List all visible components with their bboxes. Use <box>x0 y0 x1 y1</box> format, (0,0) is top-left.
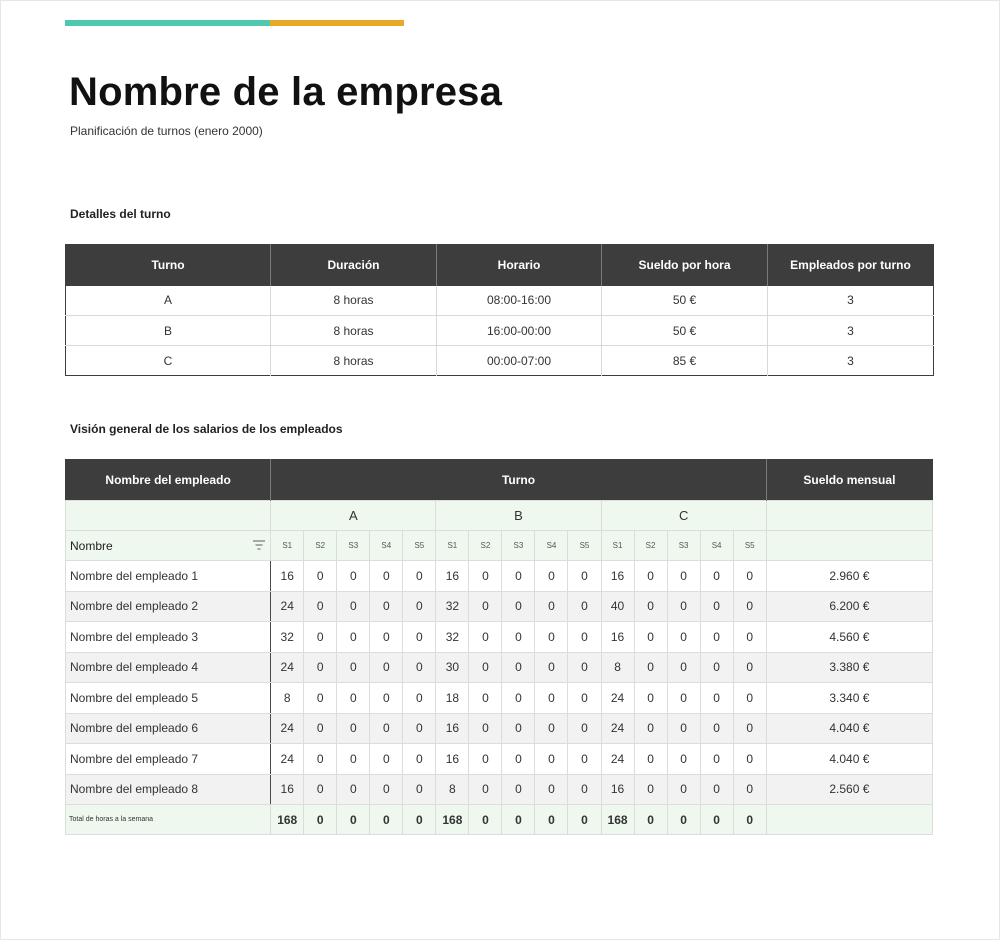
accent-bar-teal <box>65 20 270 26</box>
hours-cell[interactable]: 0 <box>535 744 568 775</box>
hours-cell[interactable]: 0 <box>403 774 436 805</box>
employee-name-header[interactable]: Nombre del empleado <box>66 460 271 501</box>
shift-group-row <box>66 501 933 531</box>
week-header-row <box>66 531 933 561</box>
table-cell[interactable]: 85 € <box>602 346 768 376</box>
table-cell[interactable]: 08:00-16:00 <box>437 286 602 316</box>
hours-cell[interactable]: 0 <box>502 652 535 683</box>
week-header: S4 <box>700 531 733 561</box>
column-header[interactable]: Empleados por turno <box>768 245 934 286</box>
hours-cell[interactable]: 0 <box>469 713 502 744</box>
week-header: S3 <box>667 531 700 561</box>
week-header: S5 <box>568 531 601 561</box>
column-header[interactable]: Horario <box>437 245 602 286</box>
hours-cell[interactable]: 16 <box>271 774 304 805</box>
hours-cell[interactable]: 0 <box>535 774 568 805</box>
hours-cell[interactable]: 32 <box>271 622 304 653</box>
hours-cell[interactable]: 0 <box>304 622 337 653</box>
hours-cell[interactable]: 0 <box>337 713 370 744</box>
hours-cell[interactable]: 0 <box>568 683 601 714</box>
table-row <box>66 316 934 346</box>
table-cell[interactable]: 8 horas <box>271 316 437 346</box>
hours-cell[interactable]: 0 <box>403 622 436 653</box>
shift-group-label: C <box>601 501 766 531</box>
hours-cell[interactable]: 0 <box>370 744 403 775</box>
monthly-salary-cell[interactable]: 6.200 € <box>766 591 932 622</box>
employee-name[interactable]: Nombre del empleado 4 <box>66 652 271 683</box>
hours-cell[interactable]: 0 <box>370 561 403 592</box>
employee-name[interactable]: Nombre del empleado 8 <box>66 774 271 805</box>
week-header: S2 <box>634 531 667 561</box>
hours-cell[interactable]: 0 <box>502 713 535 744</box>
hours-cell[interactable]: 0 <box>304 744 337 775</box>
hours-cell[interactable]: 0 <box>403 591 436 622</box>
week-header: S2 <box>304 531 337 561</box>
hours-cell[interactable]: 0 <box>403 744 436 775</box>
hours-cell[interactable]: 0 <box>568 591 601 622</box>
hours-cell[interactable]: 0 <box>667 713 700 744</box>
hours-cell[interactable]: 8 <box>436 774 469 805</box>
employee-row <box>66 561 933 592</box>
hours-cell[interactable]: 0 <box>403 561 436 592</box>
hours-cell[interactable]: 0 <box>700 683 733 714</box>
hours-cell[interactable]: 0 <box>634 652 667 683</box>
hours-cell[interactable]: 0 <box>370 713 403 744</box>
shift-details-header-row <box>66 245 934 286</box>
hours-cell[interactable]: 0 <box>304 591 337 622</box>
table-cell[interactable]: 3 <box>768 316 934 346</box>
hours-cell[interactable]: 0 <box>535 683 568 714</box>
hours-cell[interactable]: 0 <box>733 561 766 592</box>
hours-cell[interactable]: 0 <box>337 683 370 714</box>
total-hours-cell[interactable]: 0 <box>337 805 370 835</box>
column-header[interactable]: Duración <box>271 245 437 286</box>
hours-cell[interactable]: 0 <box>337 622 370 653</box>
totals-label: Total de horas a la semana <box>66 805 271 835</box>
column-header[interactable]: Sueldo por hora <box>602 245 768 286</box>
employee-row <box>66 774 933 805</box>
employee-row <box>66 744 933 775</box>
hours-cell[interactable]: 0 <box>568 713 601 744</box>
hours-cell[interactable]: 0 <box>469 683 502 714</box>
table-cell[interactable]: 16:00-00:00 <box>437 316 602 346</box>
hours-cell[interactable]: 0 <box>667 683 700 714</box>
hours-cell[interactable]: 0 <box>502 774 535 805</box>
table-cell[interactable]: A <box>66 286 271 316</box>
column-header[interactable]: Turno <box>66 245 271 286</box>
name-column-label: Nombre <box>70 538 113 553</box>
shift-details-table <box>65 244 934 376</box>
table-cell[interactable]: C <box>66 346 271 376</box>
hours-cell[interactable]: 0 <box>535 561 568 592</box>
hours-cell[interactable]: 0 <box>634 683 667 714</box>
salary-header-row <box>66 460 933 501</box>
total-hours-cell[interactable]: 168 <box>601 805 634 835</box>
hours-cell[interactable]: 0 <box>337 591 370 622</box>
empty-cell <box>766 805 932 835</box>
hours-cell[interactable]: 0 <box>700 652 733 683</box>
hours-cell[interactable]: 0 <box>634 744 667 775</box>
week-header: S5 <box>733 531 766 561</box>
shift-group-label: B <box>436 501 601 531</box>
hours-cell[interactable]: 0 <box>469 744 502 775</box>
hours-cell[interactable]: 0 <box>700 561 733 592</box>
hours-cell[interactable]: 16 <box>271 561 304 592</box>
empty-cell <box>766 501 932 531</box>
hours-cell[interactable]: 0 <box>733 774 766 805</box>
hours-cell[interactable]: 40 <box>601 591 634 622</box>
table-row <box>66 346 934 376</box>
total-hours-cell[interactable]: 168 <box>436 805 469 835</box>
hours-cell[interactable]: 0 <box>502 683 535 714</box>
hours-cell[interactable]: 0 <box>667 591 700 622</box>
monthly-salary-header[interactable]: Sueldo mensual <box>766 460 932 501</box>
hours-cell[interactable]: 0 <box>535 713 568 744</box>
hours-cell[interactable]: 16 <box>436 744 469 775</box>
monthly-salary-cell[interactable]: 4.040 € <box>766 744 932 775</box>
table-cell[interactable]: B <box>66 316 271 346</box>
hours-cell[interactable]: 0 <box>337 561 370 592</box>
monthly-salary-cell[interactable]: 3.340 € <box>766 683 932 714</box>
week-header: S2 <box>469 531 502 561</box>
hours-cell[interactable]: 0 <box>634 561 667 592</box>
shift-header[interactable]: Turno <box>271 460 767 501</box>
employee-row <box>66 622 933 653</box>
total-hours-cell[interactable]: 0 <box>667 805 700 835</box>
total-hours-cell[interactable]: 168 <box>271 805 304 835</box>
empty-cell <box>66 501 271 531</box>
hours-cell[interactable]: 0 <box>733 591 766 622</box>
hours-cell[interactable]: 0 <box>700 744 733 775</box>
empty-cell <box>766 531 932 561</box>
hours-cell[interactable]: 0 <box>370 652 403 683</box>
hours-cell[interactable]: 0 <box>304 561 337 592</box>
hours-cell[interactable]: 0 <box>304 713 337 744</box>
employee-name[interactable]: Nombre del empleado 6 <box>66 713 271 744</box>
salary-overview-table <box>65 459 933 835</box>
hours-cell[interactable]: 0 <box>469 561 502 592</box>
employee-name[interactable]: Nombre del empleado 3 <box>66 622 271 653</box>
hours-cell[interactable]: 0 <box>568 561 601 592</box>
hours-cell[interactable]: 0 <box>403 683 436 714</box>
total-hours-cell[interactable]: 0 <box>469 805 502 835</box>
employee-row <box>66 713 933 744</box>
hours-cell[interactable]: 0 <box>733 622 766 653</box>
employee-row <box>66 652 933 683</box>
hours-cell[interactable]: 0 <box>469 591 502 622</box>
filter-icon[interactable] <box>252 539 266 551</box>
hours-cell[interactable]: 24 <box>601 744 634 775</box>
employee-name[interactable]: Nombre del empleado 5 <box>66 683 271 714</box>
total-hours-cell[interactable]: 0 <box>568 805 601 835</box>
total-hours-cell[interactable]: 0 <box>403 805 436 835</box>
monthly-salary-cell[interactable]: 2.560 € <box>766 774 932 805</box>
hours-cell[interactable]: 0 <box>469 652 502 683</box>
hours-cell[interactable]: 0 <box>502 744 535 775</box>
hours-cell[interactable]: 24 <box>271 744 304 775</box>
hours-cell[interactable]: 32 <box>436 622 469 653</box>
week-header: S1 <box>271 531 304 561</box>
hours-cell[interactable]: 24 <box>601 683 634 714</box>
hours-cell[interactable]: 0 <box>733 713 766 744</box>
table-cell[interactable]: 50 € <box>602 316 768 346</box>
hours-cell[interactable]: 32 <box>436 591 469 622</box>
hours-cell[interactable]: 16 <box>601 774 634 805</box>
hours-cell[interactable]: 0 <box>403 652 436 683</box>
page-title: Nombre de la empresa <box>69 70 503 114</box>
week-header: S3 <box>337 531 370 561</box>
hours-cell[interactable]: 24 <box>601 713 634 744</box>
hours-cell[interactable]: 0 <box>700 591 733 622</box>
week-header: S4 <box>535 531 568 561</box>
hours-cell[interactable]: 16 <box>436 561 469 592</box>
week-header: S1 <box>436 531 469 561</box>
hours-cell[interactable]: 16 <box>436 713 469 744</box>
hours-cell[interactable]: 16 <box>601 622 634 653</box>
hours-cell[interactable]: 0 <box>700 713 733 744</box>
shift-group-label: A <box>271 501 436 531</box>
employee-name[interactable]: Nombre del empleado 7 <box>66 744 271 775</box>
hours-cell[interactable]: 8 <box>271 683 304 714</box>
hours-cell[interactable]: 0 <box>634 591 667 622</box>
hours-cell[interactable]: 0 <box>568 774 601 805</box>
employee-row <box>66 591 933 622</box>
hours-cell[interactable]: 0 <box>370 774 403 805</box>
week-header: S1 <box>601 531 634 561</box>
hours-cell[interactable]: 0 <box>370 622 403 653</box>
accent-bar-orange <box>270 20 404 26</box>
hours-cell[interactable]: 18 <box>436 683 469 714</box>
hours-cell[interactable]: 0 <box>700 774 733 805</box>
table-cell[interactable]: 50 € <box>602 286 768 316</box>
hours-cell[interactable]: 0 <box>733 652 766 683</box>
monthly-salary-cell[interactable]: 3.380 € <box>766 652 932 683</box>
hours-cell[interactable]: 0 <box>502 622 535 653</box>
hours-cell[interactable]: 0 <box>370 683 403 714</box>
hours-cell[interactable]: 16 <box>601 561 634 592</box>
hours-cell[interactable]: 0 <box>568 622 601 653</box>
hours-cell[interactable]: 0 <box>370 591 403 622</box>
week-header: S3 <box>502 531 535 561</box>
hours-cell[interactable]: 0 <box>568 744 601 775</box>
hours-cell[interactable]: 8 <box>601 652 634 683</box>
table-cell[interactable]: 3 <box>847 353 854 368</box>
total-hours-cell[interactable]: 0 <box>502 805 535 835</box>
name-column-header[interactable] <box>66 531 271 561</box>
total-hours-cell[interactable]: 0 <box>535 805 568 835</box>
page-subtitle: Planificación de turnos (enero 2000) <box>70 124 263 138</box>
hours-cell[interactable]: 0 <box>535 591 568 622</box>
hours-cell[interactable]: 0 <box>469 774 502 805</box>
hours-cell[interactable]: 0 <box>667 744 700 775</box>
hours-cell[interactable]: 24 <box>271 591 304 622</box>
hours-cell[interactable]: 0 <box>667 622 700 653</box>
hours-cell[interactable]: 0 <box>634 774 667 805</box>
hours-cell[interactable]: 24 <box>271 652 304 683</box>
hours-cell[interactable]: 0 <box>337 774 370 805</box>
table-cell[interactable]: 8 horas <box>271 286 437 316</box>
total-hours-cell[interactable]: 0 <box>370 805 403 835</box>
table-cell[interactable]: 3 <box>768 286 934 316</box>
shift-details-heading: Detalles del turno <box>70 207 171 221</box>
hours-cell[interactable]: 0 <box>469 622 502 653</box>
week-header: S5 <box>403 531 436 561</box>
hours-cell[interactable]: 0 <box>304 774 337 805</box>
hours-cell[interactable]: 0 <box>535 622 568 653</box>
employee-name[interactable]: Nombre del empleado 1 <box>66 561 271 592</box>
monthly-salary-cell[interactable]: 2.960 € <box>766 561 932 592</box>
hours-cell[interactable]: 0 <box>403 713 436 744</box>
hours-cell[interactable]: 24 <box>271 713 304 744</box>
hours-cell[interactable]: 0 <box>337 744 370 775</box>
hours-cell[interactable]: 0 <box>502 561 535 592</box>
hours-cell[interactable]: 0 <box>502 591 535 622</box>
hours-cell[interactable]: 0 <box>733 744 766 775</box>
hours-cell[interactable]: 0 <box>535 652 568 683</box>
employee-name[interactable]: Nombre del empleado 2 <box>66 591 271 622</box>
hours-cell[interactable]: 0 <box>304 683 337 714</box>
hours-cell[interactable]: 0 <box>667 652 700 683</box>
hours-cell[interactable]: 30 <box>436 652 469 683</box>
total-hours-cell[interactable]: 0 <box>700 805 733 835</box>
hours-cell[interactable]: 0 <box>667 561 700 592</box>
hours-cell[interactable]: 0 <box>337 652 370 683</box>
table-cell[interactable]: 8 horas <box>271 346 437 376</box>
week-header: S4 <box>370 531 403 561</box>
totals-row <box>66 805 933 835</box>
monthly-salary-cell[interactable]: 4.040 € <box>766 713 932 744</box>
total-hours-cell[interactable]: 0 <box>304 805 337 835</box>
hours-cell[interactable]: 0 <box>304 652 337 683</box>
monthly-salary-cell[interactable]: 4.560 € <box>766 622 932 653</box>
salary-overview-heading: Visión general de los salarios de los empleados <box>70 422 343 436</box>
table-row <box>66 286 934 316</box>
employee-row <box>66 683 933 714</box>
hours-cell[interactable]: 0 <box>634 622 667 653</box>
hours-cell[interactable]: 0 <box>634 713 667 744</box>
total-hours-cell[interactable]: 0 <box>733 805 766 835</box>
hours-cell[interactable]: 0 <box>700 622 733 653</box>
hours-cell[interactable]: 0 <box>733 683 766 714</box>
table-cell[interactable]: 00:00-07:00 <box>437 346 602 376</box>
hours-cell[interactable]: 0 <box>667 774 700 805</box>
hours-cell[interactable]: 0 <box>568 652 601 683</box>
total-hours-cell[interactable]: 0 <box>634 805 667 835</box>
